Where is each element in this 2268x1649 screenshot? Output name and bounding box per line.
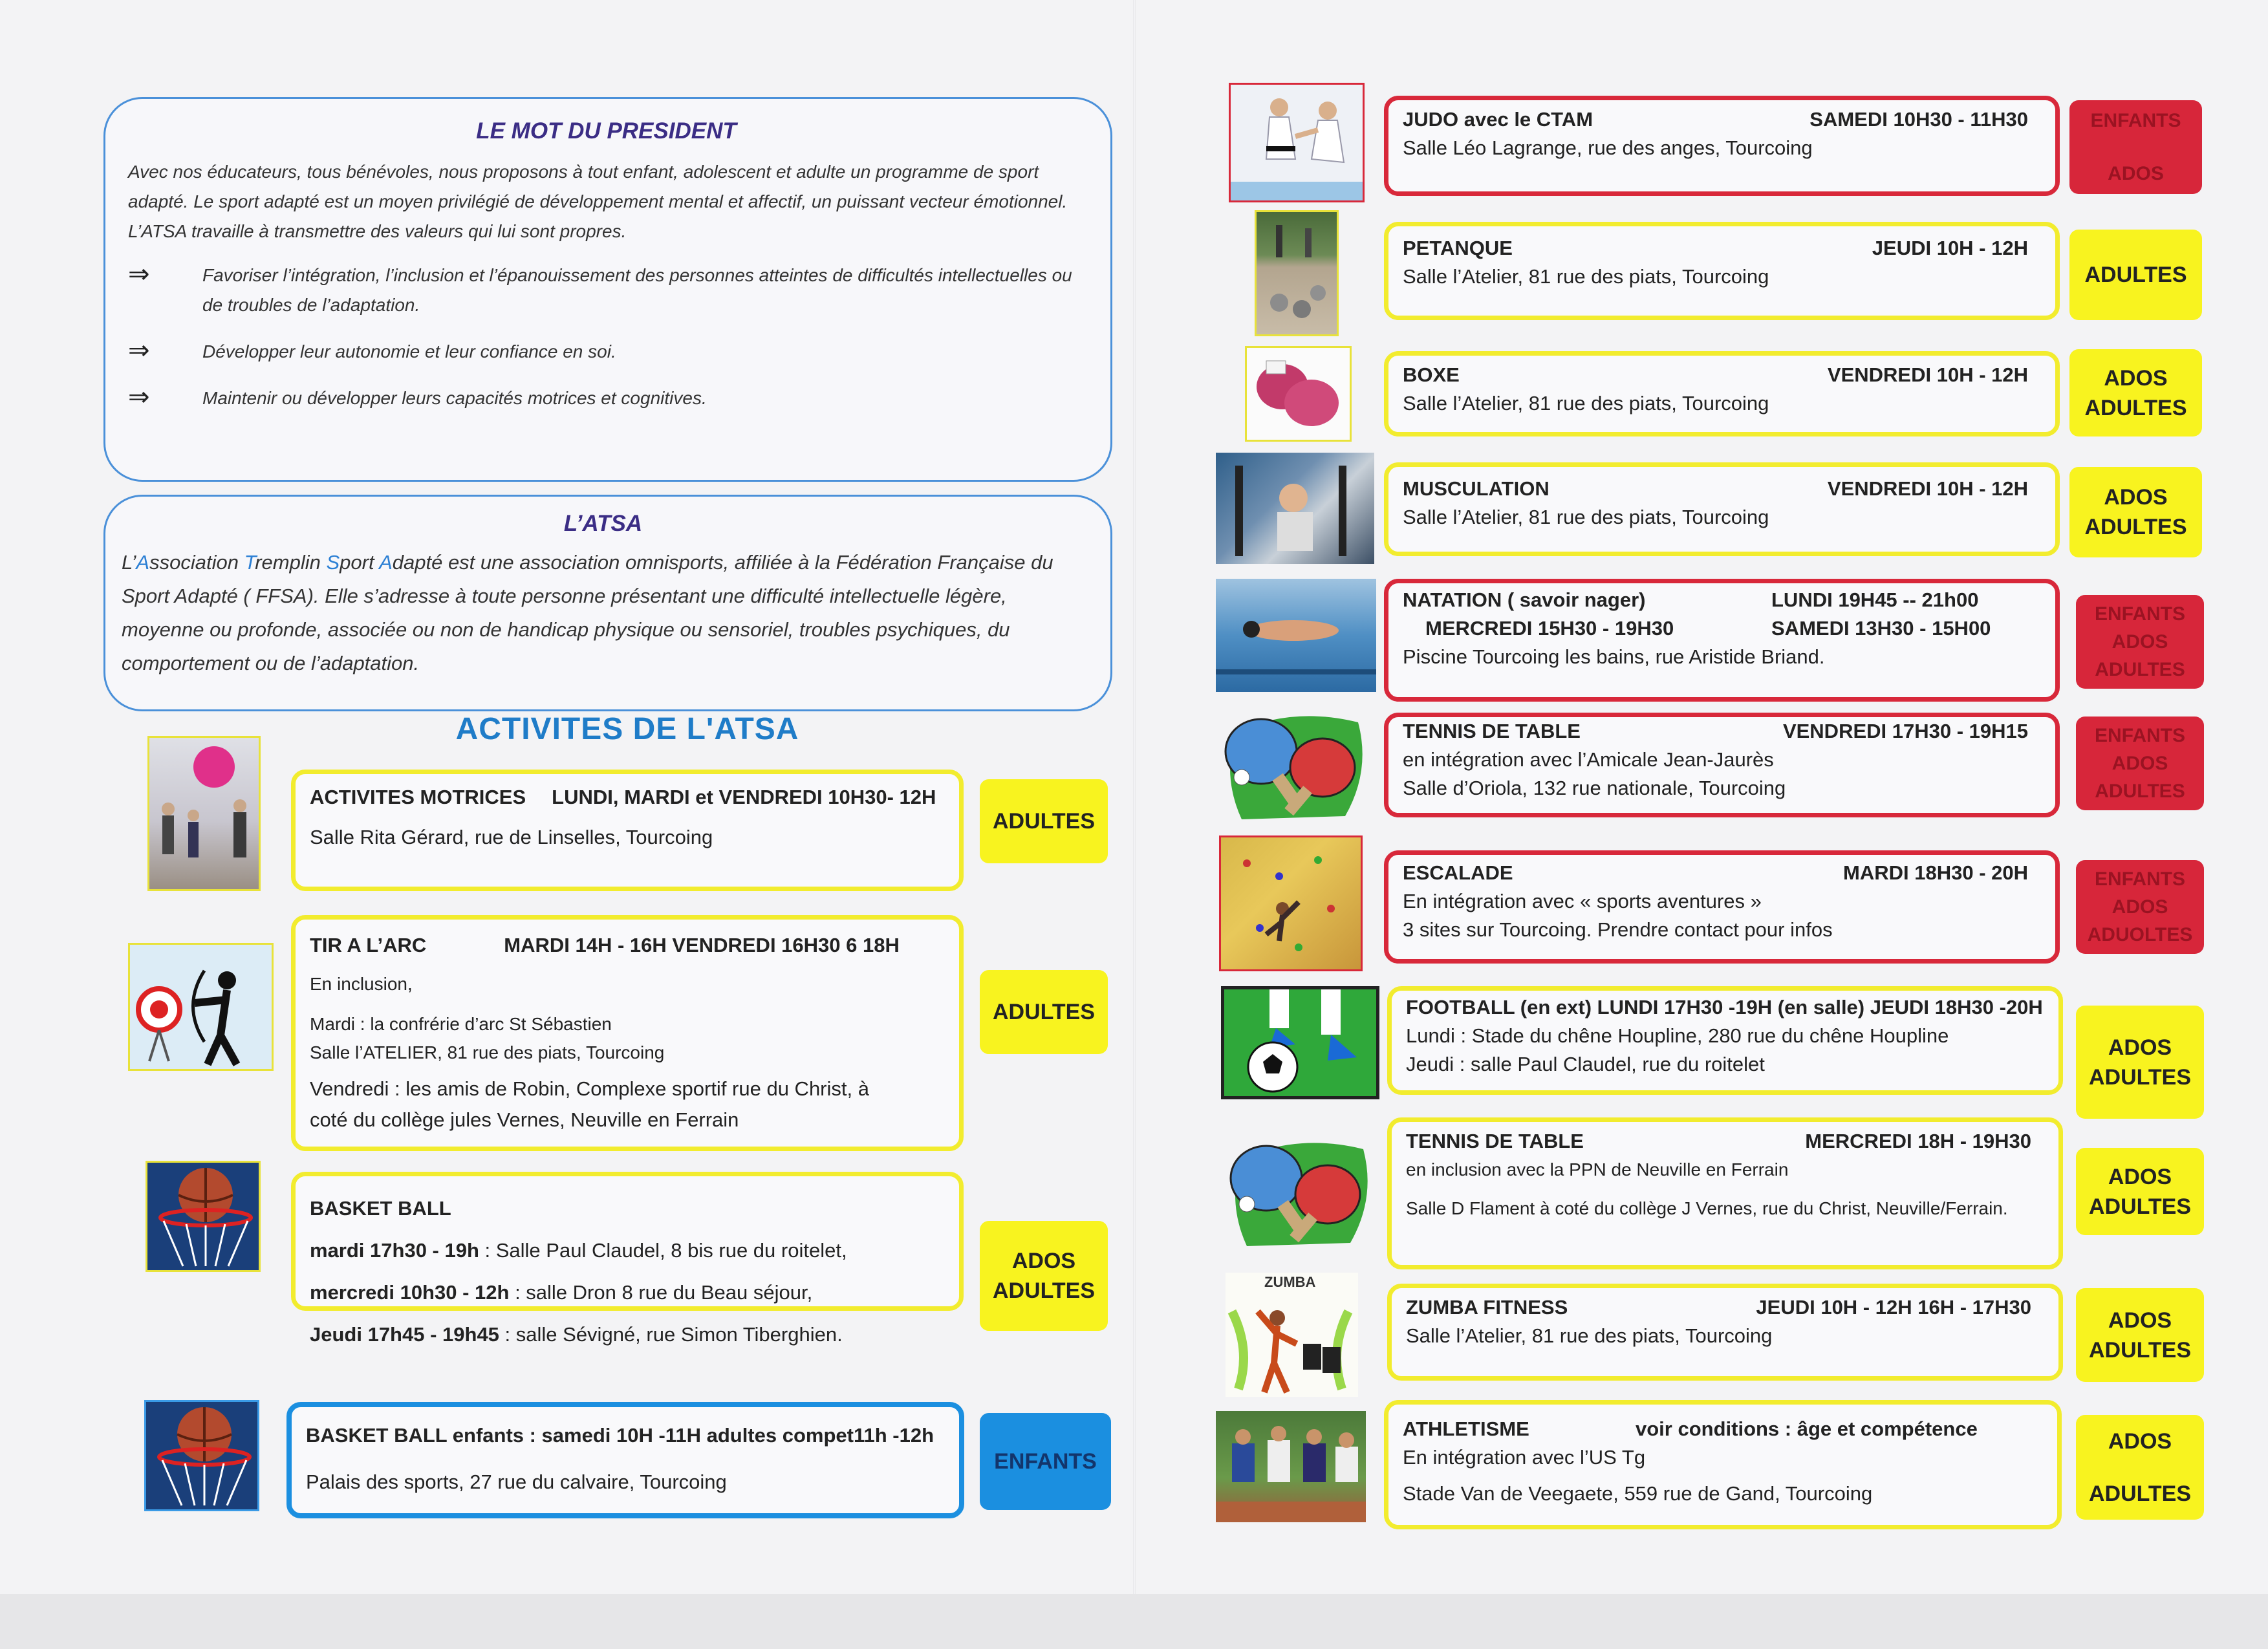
activity-line: Mardi : la confrérie d’arc St Sébastien [310,1014,612,1034]
activity-place: Piscine Tourcoing les bains, rue Aristide Briand. [1403,645,1825,668]
activity-line: Jeudi 17h45 - 19h45 : salle Sévigné, rue Simon Tiberghien. [310,1323,843,1346]
activity-name: NATATION ( savoir nager) [1403,588,1646,611]
activity-name: PETANQUE [1403,237,1513,259]
athletisme-photo [1216,1411,1366,1522]
football-card [1387,986,2063,1095]
bullet-text: Maintenir ou développer leurs capacités motrices et cognitives. [202,388,707,408]
activity-line: en intégration avec l’Amicale Jean-Jaurès [1403,748,1774,771]
activity-place: Salle Rita Gérard, rue de Linselles, Tourcoing [310,826,713,848]
activity-line: Salle d’Oriola, 132 rue nationale, Tourcoing [1403,777,1786,799]
bullet-text: Développer leur autonomie et leur confiance en soi. [202,341,616,361]
petanque-balls-icon [1257,212,1337,334]
activity-name: TIR A L’ARC [310,934,427,956]
activity-header [1403,586,2041,614]
atsa-box [103,495,1112,711]
activites-motrices-card [291,770,964,891]
audience-badge: ENFANTS [980,1413,1111,1510]
football-picture [1221,986,1379,1099]
activity-line: mercredi 10h30 - 12h : salle Dron 8 rue du Beau séjour, [310,1281,813,1304]
activity-name: BASKET BALL enfants : samedi 10H -11H adultes compet11h -12h [306,1424,934,1447]
basket2-picture [144,1400,259,1511]
activity-time: JEUDI 10H - 12H [1872,237,2028,259]
petanque-card [1384,222,2060,320]
audience-badge: ADULTES [980,970,1108,1054]
activity-place: Salle Léo Lagrange, rue des anges, Tourcoing [1403,136,1813,159]
audience-badge: ENFANTS ADOS ADUOLTES [2076,860,2204,954]
tennis-table-card [1384,713,2060,817]
activity-name: MUSCULATION [1403,477,1550,500]
president-bullet [128,261,1085,320]
zumba-dancer-icon [1226,1273,1358,1397]
audience-badge: ENFANTS ADOS [2069,100,2202,194]
activity-name: ZUMBA FITNESS [1406,1296,1568,1319]
activity-times: MERCREDI 15H30 - 19H30 SAMEDI 13H30 - 15H00 [1425,617,1991,640]
activity-name: ATHLETISME [1403,1417,1529,1440]
climbing-wall-icon [1221,837,1361,969]
activity-line: En intégration avec l’US Tg [1403,1446,1646,1469]
activities-title: ACTIVITES DE L'ATSA [455,712,799,746]
audience-badge: ADULTES [2069,230,2202,320]
activity-time: SAMEDI 10H30 - 11H30 [1809,108,2028,131]
weightlifting-icon [1216,453,1374,564]
audience-badge: ENFANTS ADOS ADULTES [2076,717,2204,810]
activity-place: Salle l’Atelier, 81 rue des piats, Tourcoing [1403,392,1769,415]
activity-time: JEUDI 10H - 12H 16H - 17H30 [1756,1296,2031,1319]
president-intro: Avec nos éducateurs, tous bénévoles, nous proposons à tout enfant, adolescent et adulte un programme de sport adapté. Le sport adapté est un moyen privilégié de développement mental et affectif, un puissant vecteur émotionnel. L’ATSA travaille à transmettre des valeurs qui lui sont propres. [128,162,1068,241]
audience-badge: ENFANTS ADOS ADULTES [2076,595,2204,689]
bullet-text: Favoriser l’intégration, l’inclusion et l’épanouissement des personnes atteintes de difficultés intellectuelles ou de troubles de l’adaptation. [202,265,1072,315]
natation-photo [1216,579,1376,692]
activity-line: Vendredi : les amis de Robin, Complexe sportif rue du Christ, à [310,1077,869,1100]
boxing-gloves-icon [1247,348,1350,440]
activity-name: ACTIVITES MOTRICES [310,786,526,808]
activity-line: En intégration avec « sports aventures » [1403,890,1762,912]
activity-line: Stade Van de Veegaete, 559 rue de Gand, Tourcoing [1403,1482,1873,1505]
judo-picture [1229,83,1365,202]
activity-header [1403,234,2041,263]
activity-time: voir conditions : âge et compétence [1636,1417,1978,1440]
activity-time: MARDI 18H30 - 20H [1843,861,2028,884]
activity-header [1403,475,2041,503]
boxe-card [1384,351,2060,436]
activity-name: FOOTBALL (en ext) LUNDI 17H30 -19H (en salle) JEUDI 18H30 -20H [1406,996,2043,1018]
activity-line: coté du collège jules Vernes, Neuville en Ferrain [310,1108,739,1131]
audience-badge: ADOS ADULTES [2069,467,2202,557]
ping-pong-paddles-icon [1221,1133,1376,1248]
activity-name: BASKET BALL [310,1197,451,1220]
basket-card [291,1172,964,1346]
activity-place: Salle l’Atelier, 81 rue des piats, Tourcoing [1406,1324,1773,1347]
activity-time: MERCREDI 18H - 19H30 [1805,1130,2031,1152]
basket-picture [146,1161,261,1272]
activity-header [1403,717,2041,746]
zumba-logo: ZUMBA [1264,1274,1316,1290]
basket2-card [286,1402,964,1518]
judo-fighters-icon [1231,85,1363,200]
activity-line: Salle D Flament à coté du collège J Vernes, rue du Christ, Neuville/Ferrain. [1406,1198,2008,1218]
president-box [103,97,1112,482]
activity-line: en inclusion avec la PPN de Neuville en Ferrain [1406,1159,1789,1180]
activity-time: LUNDI, MARDI et VENDREDI 10H30- 12H [552,786,936,808]
tennis-table-picture [1216,706,1371,821]
audience-badge: ADOS ADULTES [2076,1415,2204,1520]
president-bullet [128,383,1085,413]
arrow-icon: ⇒ [128,383,150,411]
atsa-title: L’ATSA [563,511,643,536]
activity-name: ESCALADE [1403,861,1513,884]
activity-header [1403,1415,2043,1443]
natation-card [1384,579,2060,702]
audience-badge: ADOS ADULTES [2076,1006,2204,1119]
president-bullet [128,337,1085,367]
tir-arc-picture [128,943,274,1071]
president-title: LE MOT DU PRESIDENT [476,118,737,144]
audience-badge: ADOS ADULTES [980,1221,1108,1331]
arrow-icon: ⇒ [128,260,150,288]
activity-header [1403,361,2041,389]
basketball-hoop-icon [147,1163,259,1270]
petanque-photo [1255,210,1339,336]
zumba-card [1387,1284,2063,1381]
archer-icon [130,945,272,1069]
tennis-table-card-2 [1387,1117,2063,1269]
zumba-picture [1226,1273,1358,1397]
runners-icon [1216,1411,1366,1522]
activity-header [310,931,945,960]
athletisme-card [1384,1400,2062,1529]
tennis-table-picture-2 [1221,1133,1376,1248]
arrow-icon: ⇒ [128,336,150,365]
activity-header [1403,859,2041,887]
activity-place: Palais des sports, 27 rue du calvaire, Tourcoing [306,1471,727,1493]
activity-header [310,783,945,812]
judo-card [1384,96,2060,196]
activity-time: LUNDI 19H45 -- 21h00 [1771,588,1979,611]
activity-name: TENNIS DE TABLE [1406,1130,1584,1152]
activity-name: JUDO avec le CTAM [1403,108,1593,131]
page-bottom-shadow [0,1594,2268,1649]
audience-badge: ADOS ADULTES [2076,1148,2204,1235]
atsa-text: L’Association Tremplin Sport Adapté est une association omnisports, affiliée à la Fédération Française du Sport Adapté ( FFSA). Elle s’adresse à toute personne présentant une difficulté intellectuelle légère, moyenne ou profonde, associée ou non de handicap physique ou sensoriel, troubles psychiques, du comportement ou de l’adaptation. [122,551,1053,674]
activity-line: mardi 17h30 - 19h : Salle Paul Claudel, 8 bis rue du roitelet, [310,1239,847,1262]
activity-name: TENNIS DE TABLE [1403,720,1581,742]
activity-header [1406,1293,2044,1322]
activity-line: Lundi : Stade du chêne Houpline, 280 rue du chêne Houpline [1406,1024,1949,1047]
tir-arc-card [291,915,964,1151]
swimmer-icon [1216,579,1376,692]
activity-line: En inclusion, [310,974,413,994]
activity-line: Salle l’ATELIER, 81 rue des piats, Tourcoing [310,1042,665,1062]
audience-badge: ADOS ADULTES [2076,1288,2204,1382]
activity-time: VENDREDI 10H - 12H [1827,477,2028,500]
ping-pong-paddles-icon [1216,706,1371,821]
audience-badge: ADULTES [980,779,1108,863]
gym-scene-icon [149,738,259,889]
activity-time: VENDREDI 17H30 - 19H15 [1782,720,2028,742]
activity-place: Salle l’Atelier, 81 rue des piats, Tourcoing [1403,265,1769,288]
musculation-photo [1216,453,1374,564]
activity-line: 3 sites sur Tourcoing. Prendre contact pour infos [1403,918,1833,941]
escalade-photo [1219,835,1363,971]
activity-line: Jeudi : salle Paul Claudel, rue du roitelet [1406,1053,1765,1075]
activity-place: Salle l’Atelier, 81 rue des piats, Tourcoing [1403,506,1769,528]
activity-header [1403,105,2041,134]
musculation-card [1384,462,2060,556]
escalade-card [1384,850,2060,964]
activity-time: VENDREDI 10H - 12H [1827,363,2028,386]
activity-header [1406,1127,2044,1156]
page-fold [1133,0,1136,1649]
basketball-hoop-icon [146,1402,257,1509]
audience-badge: ADOS ADULTES [2069,349,2202,436]
activity-name: BOXE [1403,363,1460,386]
football-icon [1224,989,1376,1096]
activity-time: MARDI 14H - 16H VENDREDI 16H30 6 18H [504,934,900,956]
activites-motrices-photo [147,736,261,891]
boxe-picture [1245,346,1352,442]
